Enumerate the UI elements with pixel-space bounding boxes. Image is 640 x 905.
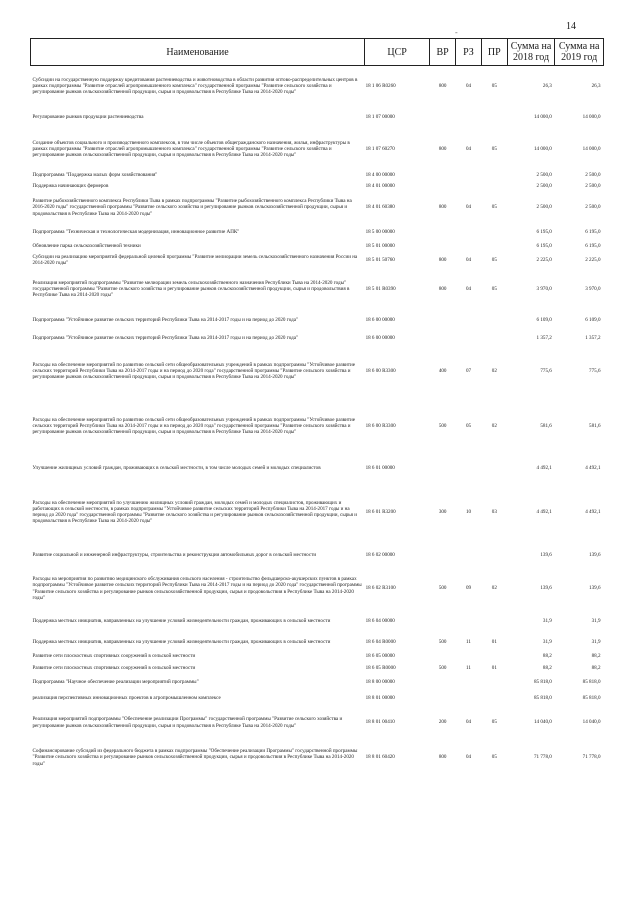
cell-vr: 500 (438, 422, 447, 429)
table-row (31, 181, 604, 192)
cell-pr: 02 (491, 585, 497, 592)
cell-csr: 18 5 01 R0390 (365, 285, 396, 292)
cell-name: Подпрограмма "Устойчивое развитие сельских территорий Республики Тыва на 2014-2017 годы и на период до 2020 года" (32, 335, 299, 342)
table-header-row (31, 39, 604, 66)
cell-s18: 581,6 (540, 422, 552, 429)
cell-s19: 88,2 (591, 665, 601, 672)
cell-csr: 18 6 04 00000 (365, 618, 395, 625)
cell-rz: 04 (465, 754, 472, 761)
table-row (31, 224, 604, 241)
cell-csr: 18 8 00 00000 (365, 679, 395, 686)
cell-s18: 88,2 (542, 665, 552, 672)
cell-vr (430, 691, 456, 707)
cell-name: Развитие сети плоскостных спортивных сооружений в сельской местности (32, 665, 196, 672)
cell-name: Поддержка местных инициатив, направленных на улучшение условий жизнедеятельности граждан, проживающих в сельской местности (32, 638, 331, 645)
cell-name: Расходы на мероприятия по развитию медицинского обслуживания сельского населения - строительство фельдшерско-акушерских пунктов в рамках подпрограммы "Устойчивое развитие сельских территорий Республики Тыва на 2014-2017 годы и на период до 2020 года" государственной программы "Развитие сельского хозяйства и регулирование рынков сельскохозяйственной продукции, сырья и продовольствия в Республике Тыва на 2014-2020 годы" (32, 576, 362, 601)
cell-pr (481, 543, 507, 569)
table-row (31, 170, 604, 181)
cell-pr: 05 (491, 83, 497, 90)
table-row (31, 252, 604, 269)
header-sum-2019: Сумма на 2019 год (555, 39, 604, 66)
cell-vr: 800 (438, 83, 447, 90)
cell-s18: 71 778,0 (533, 754, 552, 761)
cell-rz (456, 310, 482, 332)
table-row (31, 675, 604, 691)
cell-rz (456, 456, 482, 482)
cell-s19: 2 500,0 (585, 182, 601, 189)
table-row (31, 543, 604, 569)
header-pr: ПР (481, 39, 507, 66)
cell-vr (430, 456, 456, 482)
cell-s18: 14 000,0 (533, 114, 552, 121)
cell-vr: 500 (438, 638, 447, 645)
cell-rz (456, 241, 482, 252)
cell-s18: 2 225,0 (536, 256, 552, 263)
cell-pr (481, 609, 507, 635)
cell-name: Подпрограмма "Научное обеспечение реализации мероприятий программы" (32, 679, 199, 686)
cell-name: Подпрограмма "Устойчивое развитие сельских территорий Республики Тыва на 2014-2017 годы и на период до 2020 года" (32, 317, 299, 324)
table-row (31, 332, 604, 346)
cell-name: Обновление парка сельскохозяйственной техники (32, 242, 141, 249)
cell-csr: 18 6 00 R3300 (365, 422, 396, 429)
cell-s19: 14 000,0 (582, 145, 601, 152)
cell-s19: 581,6 (589, 422, 601, 429)
cell-s19: 2 500,0 (585, 204, 601, 211)
cell-vr: 800 (438, 256, 447, 263)
cell-vr: 200 (438, 719, 447, 726)
cell-name: Реализация мероприятий подпрограммы "Развитие мелиорации земель сельскохозяйственного назначения Республики Тыва на 2014-2020 годы" государственной программы "Развитие сельского хозяйства и регулирование рынков сельскохозяйственной продукции, сырья и продовольствия в Республике Тыва на 2014-2020 годы" (32, 279, 350, 299)
cell-rz: 04 (465, 719, 472, 726)
cell-rz (456, 675, 482, 691)
cell-vr: 800 (438, 285, 447, 292)
cell-vr (430, 170, 456, 181)
cell-s19: 139,6 (589, 585, 601, 592)
cell-csr: 18 6 05 R0000 (365, 665, 396, 672)
cell-pr (481, 241, 507, 252)
cell-s18: 2 500,0 (536, 182, 552, 189)
table-row (31, 569, 604, 609)
cell-s19: 4 492,1 (585, 508, 601, 515)
cell-vr (430, 543, 456, 569)
cell-s19: 6 195,0 (585, 228, 601, 235)
cell-s19: 85 818,0 (582, 695, 601, 702)
cell-vr (430, 675, 456, 691)
cell-s18: 2 500,0 (536, 204, 552, 211)
cell-pr: 03 (491, 508, 497, 515)
table-row (31, 739, 604, 777)
table-row (31, 397, 604, 456)
cell-pr: 01 (491, 665, 497, 672)
cell-name: Подпрограмма "Техническая и технологическая модернизация, инновационное развитие АПК" (32, 228, 240, 235)
cell-csr: 18 5 01 00000 (365, 242, 395, 249)
cell-csr: 18 6 00 00000 (365, 317, 395, 324)
table-row (31, 650, 604, 663)
cell-rz: 09 (465, 585, 472, 592)
cell-s19: 71 778,0 (582, 754, 601, 761)
cell-s18: 14 040,0 (533, 719, 552, 726)
cell-name: Развитие сети плоскостных спортивных сооружений в сельской местности (32, 652, 196, 659)
table-row (31, 269, 604, 310)
cell-name: Улучшение жилищных условий граждан, проживающих в сельской местности, в том числе молодых семей и молодых специалистов (32, 465, 321, 472)
table-row (31, 310, 604, 332)
table-row (31, 66, 604, 107)
cell-vr: 800 (438, 754, 447, 761)
table-row (31, 609, 604, 635)
cell-s18: 26,3 (542, 83, 552, 90)
header-vr: ВР (430, 39, 456, 66)
cell-pr (481, 310, 507, 332)
cell-csr: 18 1 07 00000 (365, 114, 395, 121)
header-sum-2018: Сумма на 2018 год (507, 39, 555, 66)
cell-s19: 14 040,0 (582, 719, 601, 726)
cell-name: Подпрограмма "Поддержка малых форм хозяйствования" (32, 171, 158, 178)
cell-rz: 04 (465, 285, 472, 292)
cell-pr: 02 (491, 422, 497, 429)
cell-csr: 18 8 01 00000 (365, 695, 395, 702)
cell-pr (481, 332, 507, 346)
cell-csr: 18 6 00 00000 (365, 335, 395, 342)
cell-vr (430, 241, 456, 252)
cell-vr: 500 (438, 665, 447, 672)
cell-rz: 04 (465, 83, 472, 90)
cell-name: Субсидии на реализацию мероприятий федеральной целевой программы "Развитие мелиорации земель сельскохозяйственного назначения России на 2014-2020 годы" (32, 253, 358, 266)
cell-name: Реализация мероприятий подпрограммы "Обеспечение реализации Программы" государственной программы "Развитие сельского хозяйства и регулирование рынков сельскохозяйственной продукции, сырья и продовольствия в Республике Тыва на 2014-2020 годы" (32, 716, 343, 729)
cell-s18: 14 000,0 (533, 145, 552, 152)
cell-pr: 01 (491, 638, 497, 645)
cell-rz (456, 609, 482, 635)
cell-s18: 6 195,0 (536, 228, 552, 235)
table-row (31, 691, 604, 707)
cell-pr (481, 170, 507, 181)
cell-csr: 18 8 01 60420 (365, 754, 395, 761)
cell-s19: 6 195,0 (585, 242, 601, 249)
cell-pr: 05 (491, 145, 497, 152)
cell-s18: 31,9 (542, 618, 552, 625)
cell-csr: 18 1 06 R0260 (365, 83, 396, 90)
cell-pr (481, 224, 507, 241)
cell-rz: 11 (466, 665, 471, 672)
cell-vr (430, 609, 456, 635)
cell-s18: 139,6 (540, 585, 552, 592)
cell-rz: 11 (466, 638, 471, 645)
cell-pr (481, 675, 507, 691)
cell-s18: 85 818,0 (533, 695, 552, 702)
cell-name: Расходы на обеспечение мероприятий по развитию сельской сети общеобразовательных учреждений в рамках подпрограммы "Устойчивое развитие сельских территорий Республики Тыва на 2014-2017 годы и на период до 2020 года" государственной программы "Развитие сельского хозяйства и регулирование рынков сельскохозяйственной продукции, сырья и продовольствия в Республике Тыва на 2014-2020 годы" (32, 416, 355, 436)
header-csr: ЦСР (365, 39, 430, 66)
cell-s18: 775,6 (540, 367, 552, 374)
cell-s18: 4 492,1 (536, 508, 552, 515)
cell-vr (430, 650, 456, 663)
cell-csr: 18 6 01 00000 (365, 465, 395, 472)
cell-s18: 88,2 (542, 652, 552, 659)
cell-s18: 85 818,0 (533, 679, 552, 686)
cell-csr: 18 6 02 00000 (365, 552, 395, 559)
cell-rz (456, 107, 482, 129)
cell-csr: 18 6 04 R0000 (365, 638, 396, 645)
cell-vr (430, 181, 456, 192)
header-name: Наименование (31, 39, 365, 66)
cell-vr (430, 224, 456, 241)
cell-name: Субсидии на государственную поддержку кредитования растениеводства и животноводства в области развития оптово-распределительных центров в рамках подпрограммы "Развитие отраслей агропромышленного комплекса" государственной программы "Развитие сельского хозяйства и регулирование рынков сельскохозяйственной продукции, сырья и продовольствия в Республике Тыва на 2014-2020 годы" (32, 76, 358, 96)
cell-name: Создание объектов социального и производственного комплексов, в том числе объектов общегражданского назначения, жилья, инфраструктуры в рамках подпрограммы "Развитие отраслей агропромышленного комплекса" государственной программы "Развитие сельского хозяйства и регулирование рынков сельскохозяйственной продукции, сырья и продовольствия в Республике Тыва на 2014-2020 годы" (32, 139, 350, 159)
cell-rz (456, 543, 482, 569)
cell-csr: 18 6 00 R3300 (365, 367, 396, 374)
cell-pr (481, 691, 507, 707)
cell-s18: 31,9 (542, 638, 552, 645)
table-row (31, 346, 604, 397)
cell-s18: 3 970,0 (536, 285, 552, 292)
cell-csr: 18 6 05 00000 (365, 652, 395, 659)
cell-s19: 26,3 (591, 83, 601, 90)
cell-csr: 18 8 01 00410 (365, 719, 395, 726)
table-row (31, 129, 604, 170)
cell-s19: 4 492,1 (585, 465, 601, 472)
table-row (31, 241, 604, 252)
cell-rz (456, 170, 482, 181)
cell-s19: 2 225,0 (585, 256, 601, 263)
cell-pr (481, 650, 507, 663)
cell-rz: 10 (465, 508, 472, 515)
cell-vr: 800 (438, 204, 447, 211)
cell-vr (430, 310, 456, 332)
cell-s19: 88,2 (591, 652, 601, 659)
cell-s19: 775,6 (589, 367, 601, 374)
cell-rz: 04 (465, 256, 472, 263)
cell-pr (481, 456, 507, 482)
cell-s18: 4 492,1 (536, 465, 552, 472)
cell-name: реализация перспективных инновационных проектов в агропромышленном комплексе (32, 695, 221, 702)
table-body (31, 66, 604, 777)
cell-rz: 05 (465, 422, 472, 429)
cell-pr: 02 (491, 367, 497, 374)
cell-s19: 3 970,0 (585, 285, 601, 292)
cell-rz (456, 181, 482, 192)
cell-name: Регулирование рынков продукции растениеводства (32, 114, 144, 121)
cell-pr: 05 (491, 719, 497, 726)
cell-name: Расходы на обеспечение мероприятий по развитию сельской сети общеобразовательных учреждений в рамках подпрограммы "Устойчивое развитие сельских территорий Республики Тыва на 2014-2017 годы и на период до 2020 года" государственной программы "Развитие сельского хозяйства и регулирование рынков сельскохозяйственной продукции, сырья и продовольствия в Республике Тыва на 2014-2020 годы" (32, 361, 355, 381)
cell-s19: 14 000,0 (582, 114, 601, 121)
cell-csr: 18 6 01 R3200 (365, 508, 396, 515)
budget-table (30, 38, 604, 777)
cell-vr (430, 107, 456, 129)
cell-rz (456, 332, 482, 346)
header-rz: РЗ (456, 39, 482, 66)
cell-s19: 1 357,2 (585, 335, 601, 342)
cell-s19: 139,6 (589, 552, 601, 559)
cell-rz (456, 691, 482, 707)
cell-csr: 18 5 01 50760 (365, 256, 395, 263)
cell-pr (481, 181, 507, 192)
cell-vr: 800 (438, 145, 447, 152)
cell-rz: 04 (465, 204, 472, 211)
table-row (31, 107, 604, 129)
cell-s19: 6 109,0 (585, 317, 601, 324)
cell-rz: 04 (465, 145, 472, 152)
cell-csr: 18 4 01 00000 (365, 182, 395, 189)
cell-csr: 18 6 02 R3100 (365, 585, 396, 592)
cell-s18: 6 195,0 (536, 242, 552, 249)
table-row (31, 192, 604, 224)
cell-s19: 2 500,0 (585, 171, 601, 178)
cell-name: Расходы на обеспечение мероприятий по улучшению жилищных условий граждан, молодых семей и молодых специалистов, проживающих и работающих в сельской местности, в рамках подпрограммы "Устойчивое развитие сельских территорий Республики Тыва на 2014-2017 годы и на период до 2020 года" государственной программы "Развитие сельского хозяйства и регулирование рынков сельскохозяйственной продукции, сырья и продовольствия в Республике Тыва на 2014-2020 годы" (32, 499, 357, 525)
cell-vr: 500 (438, 585, 447, 592)
cell-vr: 300 (438, 508, 447, 515)
table-row (31, 482, 604, 543)
cell-rz: 07 (465, 367, 472, 374)
corner-mark: - (455, 28, 458, 37)
cell-csr: 18 1 07 60270 (365, 145, 395, 152)
cell-csr: 18 4 01 60380 (365, 204, 395, 211)
page-number: 14 (566, 21, 576, 32)
cell-pr: 05 (491, 204, 497, 211)
table-row (31, 635, 604, 650)
cell-s18: 139,6 (540, 552, 552, 559)
table-row (31, 456, 604, 482)
cell-s18: 6 109,0 (536, 317, 552, 324)
cell-vr (430, 332, 456, 346)
cell-pr: 05 (491, 754, 497, 761)
cell-rz (456, 224, 482, 241)
cell-s18: 1 357,2 (536, 335, 552, 342)
cell-vr: 400 (438, 367, 447, 374)
table-row (31, 707, 604, 739)
cell-name: Развитие рыбохозяйственного комплекса Республики Тыва в рамках подпрограммы "Развитие рыбохозяйственного комплекса Республики Тыва на 2016-2020 годы" государственной программы "Развитие сельского хозяйства и регулирование рынков сельскохозяйственной продукции, сырья и продовольствия в Республике Тыва на 2014-2020 годы" (32, 198, 352, 217)
cell-pr: 05 (491, 285, 497, 292)
cell-s19: 85 818,0 (582, 679, 601, 686)
cell-s19: 31,9 (591, 618, 601, 625)
cell-s19: 31,9 (591, 638, 601, 645)
cell-rz (456, 650, 482, 663)
cell-name: Поддержка начинающих фермеров (32, 182, 109, 189)
cell-pr (481, 107, 507, 129)
cell-name: Софинансирование субсидий из федерального бюджета в рамках подпрограммы "Обеспечение реализации Программы" государственной программы "Развитие сельского хозяйства и регулирование рынков сельскохозяйственной продукции, сырья и продовольствия в Республике Тыва на 2014-2020 годы" (32, 748, 358, 767)
table-row (31, 663, 604, 675)
cell-csr: 18 4 00 00000 (365, 171, 395, 178)
cell-pr: 05 (491, 256, 497, 263)
cell-name: Поддержка местных инициатив, направленных на улучшение условий жизнедеятельности граждан, проживающих в сельской местности (32, 618, 331, 625)
cell-csr: 18 5 00 00000 (365, 228, 395, 235)
cell-name: Развитие социальной и инженерной инфраструктуры, строительства и реконструкции автомобильных дорог в сельской местности (32, 552, 317, 559)
cell-s18: 2 500,0 (536, 171, 552, 178)
